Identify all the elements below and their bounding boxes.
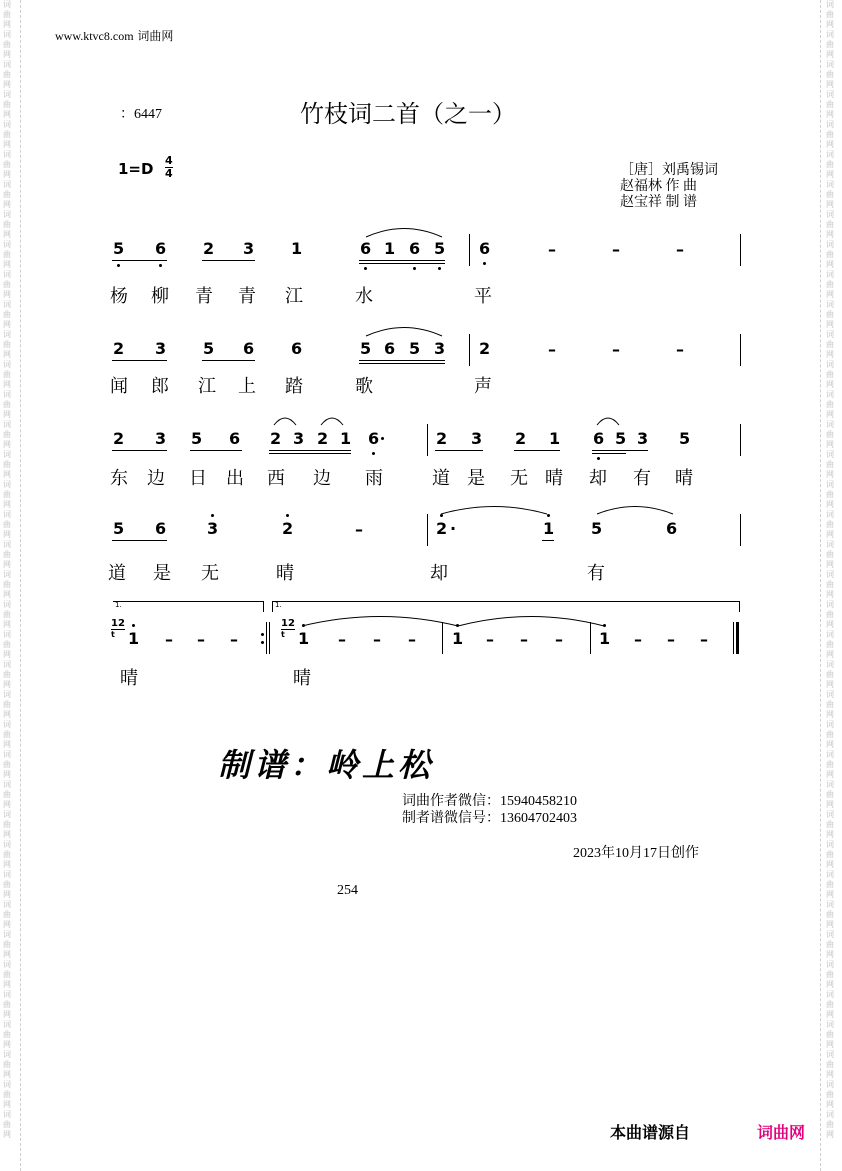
- lyric: 日: [189, 468, 207, 489]
- footer-source-label: 本曲谱源自: [610, 1123, 691, 1142]
- slur: [364, 224, 444, 238]
- note: 2: [479, 339, 491, 358]
- arranger-signature: 制谱：岭上松: [218, 746, 435, 784]
- dash: –: [676, 240, 684, 259]
- underline: [269, 453, 351, 454]
- note: 3: [155, 429, 167, 448]
- credit-composer: 赵福林 作 曲: [620, 179, 697, 194]
- key-signature: 1=D: [118, 160, 154, 178]
- lyric: 上: [238, 376, 256, 397]
- slur: [595, 503, 675, 515]
- barline: [427, 514, 428, 546]
- note: 6: [384, 339, 396, 358]
- note: 2: [113, 429, 125, 448]
- lyric: 是: [467, 468, 485, 489]
- lyric: 边: [147, 468, 165, 489]
- lyric: 西: [267, 468, 285, 489]
- final-barline-thin: [733, 622, 734, 654]
- high-dot: [456, 624, 459, 627]
- lyric: 有: [587, 563, 605, 584]
- barline: [740, 334, 741, 366]
- lyric: 郎: [151, 376, 169, 397]
- low-dot: [159, 264, 162, 267]
- dash: –: [612, 340, 620, 359]
- low-dot: [117, 264, 120, 267]
- repeat-dot: [261, 641, 264, 644]
- note: 5: [679, 429, 691, 448]
- note: 2: [436, 519, 448, 538]
- underline: [202, 260, 255, 261]
- note: 3: [243, 239, 255, 258]
- barline: [740, 514, 741, 546]
- barline: [442, 622, 443, 654]
- barline: [740, 424, 741, 456]
- low-dot: [372, 452, 375, 455]
- underline: [592, 453, 626, 454]
- high-dot: [132, 624, 135, 627]
- underline: [592, 450, 648, 451]
- lyric: 无: [510, 468, 528, 489]
- lyric: 却: [589, 468, 607, 489]
- note: 5: [203, 339, 215, 358]
- note: 1: [291, 239, 303, 258]
- beat-mark-top: 12: [111, 618, 125, 629]
- left-watermark: 词曲网词曲网词曲网词曲网词曲网词曲网词曲网词曲网词曲网词曲网词曲网词曲网词曲网词曲网词曲网词曲网词曲网词曲网词曲网词曲网词曲网词曲网词曲网词曲网词曲网词曲网词曲网词曲网词曲网词曲网词曲网词曲网词曲网词曲网词曲网词曲网词曲网词曲网: [3, 0, 11, 1139]
- footer-brand-link[interactable]: 词曲网: [757, 1123, 806, 1142]
- note: 5: [409, 339, 421, 358]
- lyric: 江: [198, 376, 216, 397]
- dash: –: [700, 630, 708, 649]
- note: 1: [543, 519, 555, 538]
- note: 3: [637, 429, 649, 448]
- credit-arranger: 赵宝祥 制 谱: [620, 195, 697, 210]
- note: 5: [360, 339, 372, 358]
- note: 3: [293, 429, 305, 448]
- note: 5: [113, 519, 125, 538]
- beat-mark: [111, 619, 125, 640]
- dash: –: [634, 630, 642, 649]
- note: 1: [599, 629, 611, 648]
- dash: –: [612, 240, 620, 259]
- arranger-wechat: 制者谱微信号：13604702403: [402, 811, 577, 826]
- dash: –: [486, 630, 494, 649]
- lyric: 雨: [365, 468, 383, 489]
- tie: [456, 611, 606, 627]
- note: 6: [368, 429, 380, 448]
- lyric: 平: [474, 286, 492, 307]
- high-dot: [603, 624, 606, 627]
- note: 1: [549, 429, 561, 448]
- note: 6: [291, 339, 303, 358]
- repeat-dot: [261, 633, 264, 636]
- underline: [112, 450, 167, 451]
- underline: [542, 540, 554, 541]
- augmentation-dot: ·: [450, 519, 457, 538]
- page-number: 254: [337, 883, 358, 898]
- contacts: [402, 793, 577, 827]
- note: 3: [434, 339, 446, 358]
- barline: [740, 234, 741, 266]
- underline: [359, 363, 445, 364]
- page-title: 竹枝词二首（之一）: [300, 100, 516, 128]
- lyric: 却: [430, 563, 448, 584]
- barline: [269, 622, 270, 654]
- lyric: 晴: [293, 668, 311, 689]
- underline: [112, 260, 167, 261]
- score-id: ：6447: [120, 107, 162, 122]
- lyric: 水: [355, 286, 373, 307]
- lyric: 柳: [151, 286, 169, 307]
- note: 2: [203, 239, 215, 258]
- lyric: 无: [201, 563, 219, 584]
- note: 5: [591, 519, 603, 538]
- lyric: 歌: [355, 376, 373, 397]
- note: 1: [340, 429, 352, 448]
- note: 3: [471, 429, 483, 448]
- high-dot: [302, 624, 305, 627]
- lyric: 道: [432, 468, 450, 489]
- lyric: 晴: [675, 468, 693, 489]
- dash: –: [230, 630, 238, 649]
- lyricist-wechat: 词曲作者微信：15940458210: [402, 794, 577, 809]
- lyric: 晴: [276, 563, 294, 584]
- beat-mark-bottom: t: [111, 629, 125, 640]
- site-header[interactable]: [55, 27, 173, 44]
- lyric: 青: [238, 286, 256, 307]
- time-bottom: 4: [165, 167, 173, 180]
- dash: –: [355, 520, 363, 539]
- slur: [364, 323, 444, 337]
- time-top: 4: [165, 154, 173, 167]
- barline: [427, 424, 428, 456]
- low-dot: [438, 267, 441, 270]
- barline: [469, 234, 470, 266]
- note: 1: [128, 629, 140, 648]
- high-dot: [286, 514, 289, 517]
- dash: –: [667, 630, 675, 649]
- dash: –: [408, 630, 416, 649]
- underline: [112, 540, 167, 541]
- dash: –: [373, 630, 381, 649]
- slur: [439, 503, 549, 515]
- note: 6: [409, 239, 421, 258]
- lyric: 晴: [545, 468, 563, 489]
- beat-mark-bottom: t: [281, 629, 295, 640]
- underline: [359, 260, 445, 261]
- site-name[interactable]: 词曲网: [137, 29, 174, 43]
- underline: [359, 360, 445, 361]
- note: 2: [317, 429, 329, 448]
- low-dot: [364, 267, 367, 270]
- note: 5: [434, 239, 446, 258]
- note: 1: [298, 629, 310, 648]
- tie: [300, 611, 460, 627]
- credits: [620, 163, 718, 211]
- slur: [273, 414, 297, 426]
- dash: –: [548, 240, 556, 259]
- underline: [514, 450, 560, 451]
- note: 5: [191, 429, 203, 448]
- note: 6: [229, 429, 241, 448]
- underline: [435, 450, 483, 451]
- note: 6: [155, 239, 167, 258]
- lyric: 道: [108, 563, 126, 584]
- high-dot: [211, 514, 214, 517]
- note: 6: [155, 519, 167, 538]
- lyric: 边: [313, 468, 331, 489]
- volta-label-2: 1.: [275, 601, 282, 609]
- note: 3: [155, 339, 167, 358]
- low-dot: [597, 457, 600, 460]
- barline: [469, 334, 470, 366]
- lyric: 晴: [120, 668, 138, 689]
- underline: [112, 360, 167, 361]
- credit-lyricist: ［唐］刘禹锡词: [620, 163, 718, 178]
- dash: –: [520, 630, 528, 649]
- site-url[interactable]: www.ktvc8.com: [55, 29, 134, 43]
- lyric: 东: [110, 468, 128, 489]
- high-dot: [440, 514, 443, 517]
- volta-label-1: 1.: [115, 601, 122, 609]
- lyric: 有: [633, 468, 651, 489]
- note: 3: [207, 519, 219, 538]
- augmentation-dot: [381, 437, 384, 440]
- volta-bracket-1: [113, 601, 264, 612]
- lyric: 青: [195, 286, 213, 307]
- dash: –: [676, 340, 684, 359]
- lyric: 出: [226, 468, 244, 489]
- note: 2: [282, 519, 294, 538]
- lyric: 江: [285, 286, 303, 307]
- slur: [320, 414, 344, 426]
- creation-date: 2023年10月17日创作: [573, 846, 699, 861]
- note: 5: [113, 239, 125, 258]
- underline: [269, 450, 351, 451]
- note: 6: [593, 429, 605, 448]
- beat-mark: [281, 619, 295, 640]
- barline: [266, 622, 267, 654]
- high-dot: [547, 514, 550, 517]
- note: 2: [113, 339, 125, 358]
- underline: [359, 263, 445, 264]
- lyric: 声: [474, 376, 492, 397]
- note: 2: [515, 429, 527, 448]
- underline: [190, 450, 242, 451]
- dash: –: [197, 630, 205, 649]
- dash: –: [338, 630, 346, 649]
- note: 6: [666, 519, 678, 538]
- note: 1: [452, 629, 464, 648]
- note: 2: [270, 429, 282, 448]
- lyric: 杨: [110, 286, 128, 307]
- time-signature: [165, 155, 173, 180]
- note: 1: [384, 239, 396, 258]
- beat-mark-top: 12: [281, 618, 295, 629]
- lyric: 是: [153, 563, 171, 584]
- note: 6: [243, 339, 255, 358]
- slur: [596, 414, 620, 426]
- lyric: 踏: [285, 376, 303, 397]
- note: 6: [360, 239, 372, 258]
- dash: –: [548, 340, 556, 359]
- underline: [202, 360, 255, 361]
- right-watermark: 词曲网词曲网词曲网词曲网词曲网词曲网词曲网词曲网词曲网词曲网词曲网词曲网词曲网词曲网词曲网词曲网词曲网词曲网词曲网词曲网词曲网词曲网词曲网词曲网词曲网词曲网词曲网词曲网词曲网词曲网词曲网词曲网词曲网词曲网词曲网词曲网词曲网词曲网: [826, 0, 834, 1139]
- lyric: 闻: [110, 376, 128, 397]
- note: 2: [436, 429, 448, 448]
- barline: [590, 622, 591, 654]
- dash: –: [165, 630, 173, 649]
- low-dot: [483, 262, 486, 265]
- note: 5: [615, 429, 627, 448]
- low-dot: [413, 267, 416, 270]
- note: 6: [479, 239, 491, 258]
- final-barline-thick: [736, 622, 739, 654]
- dash: –: [555, 630, 563, 649]
